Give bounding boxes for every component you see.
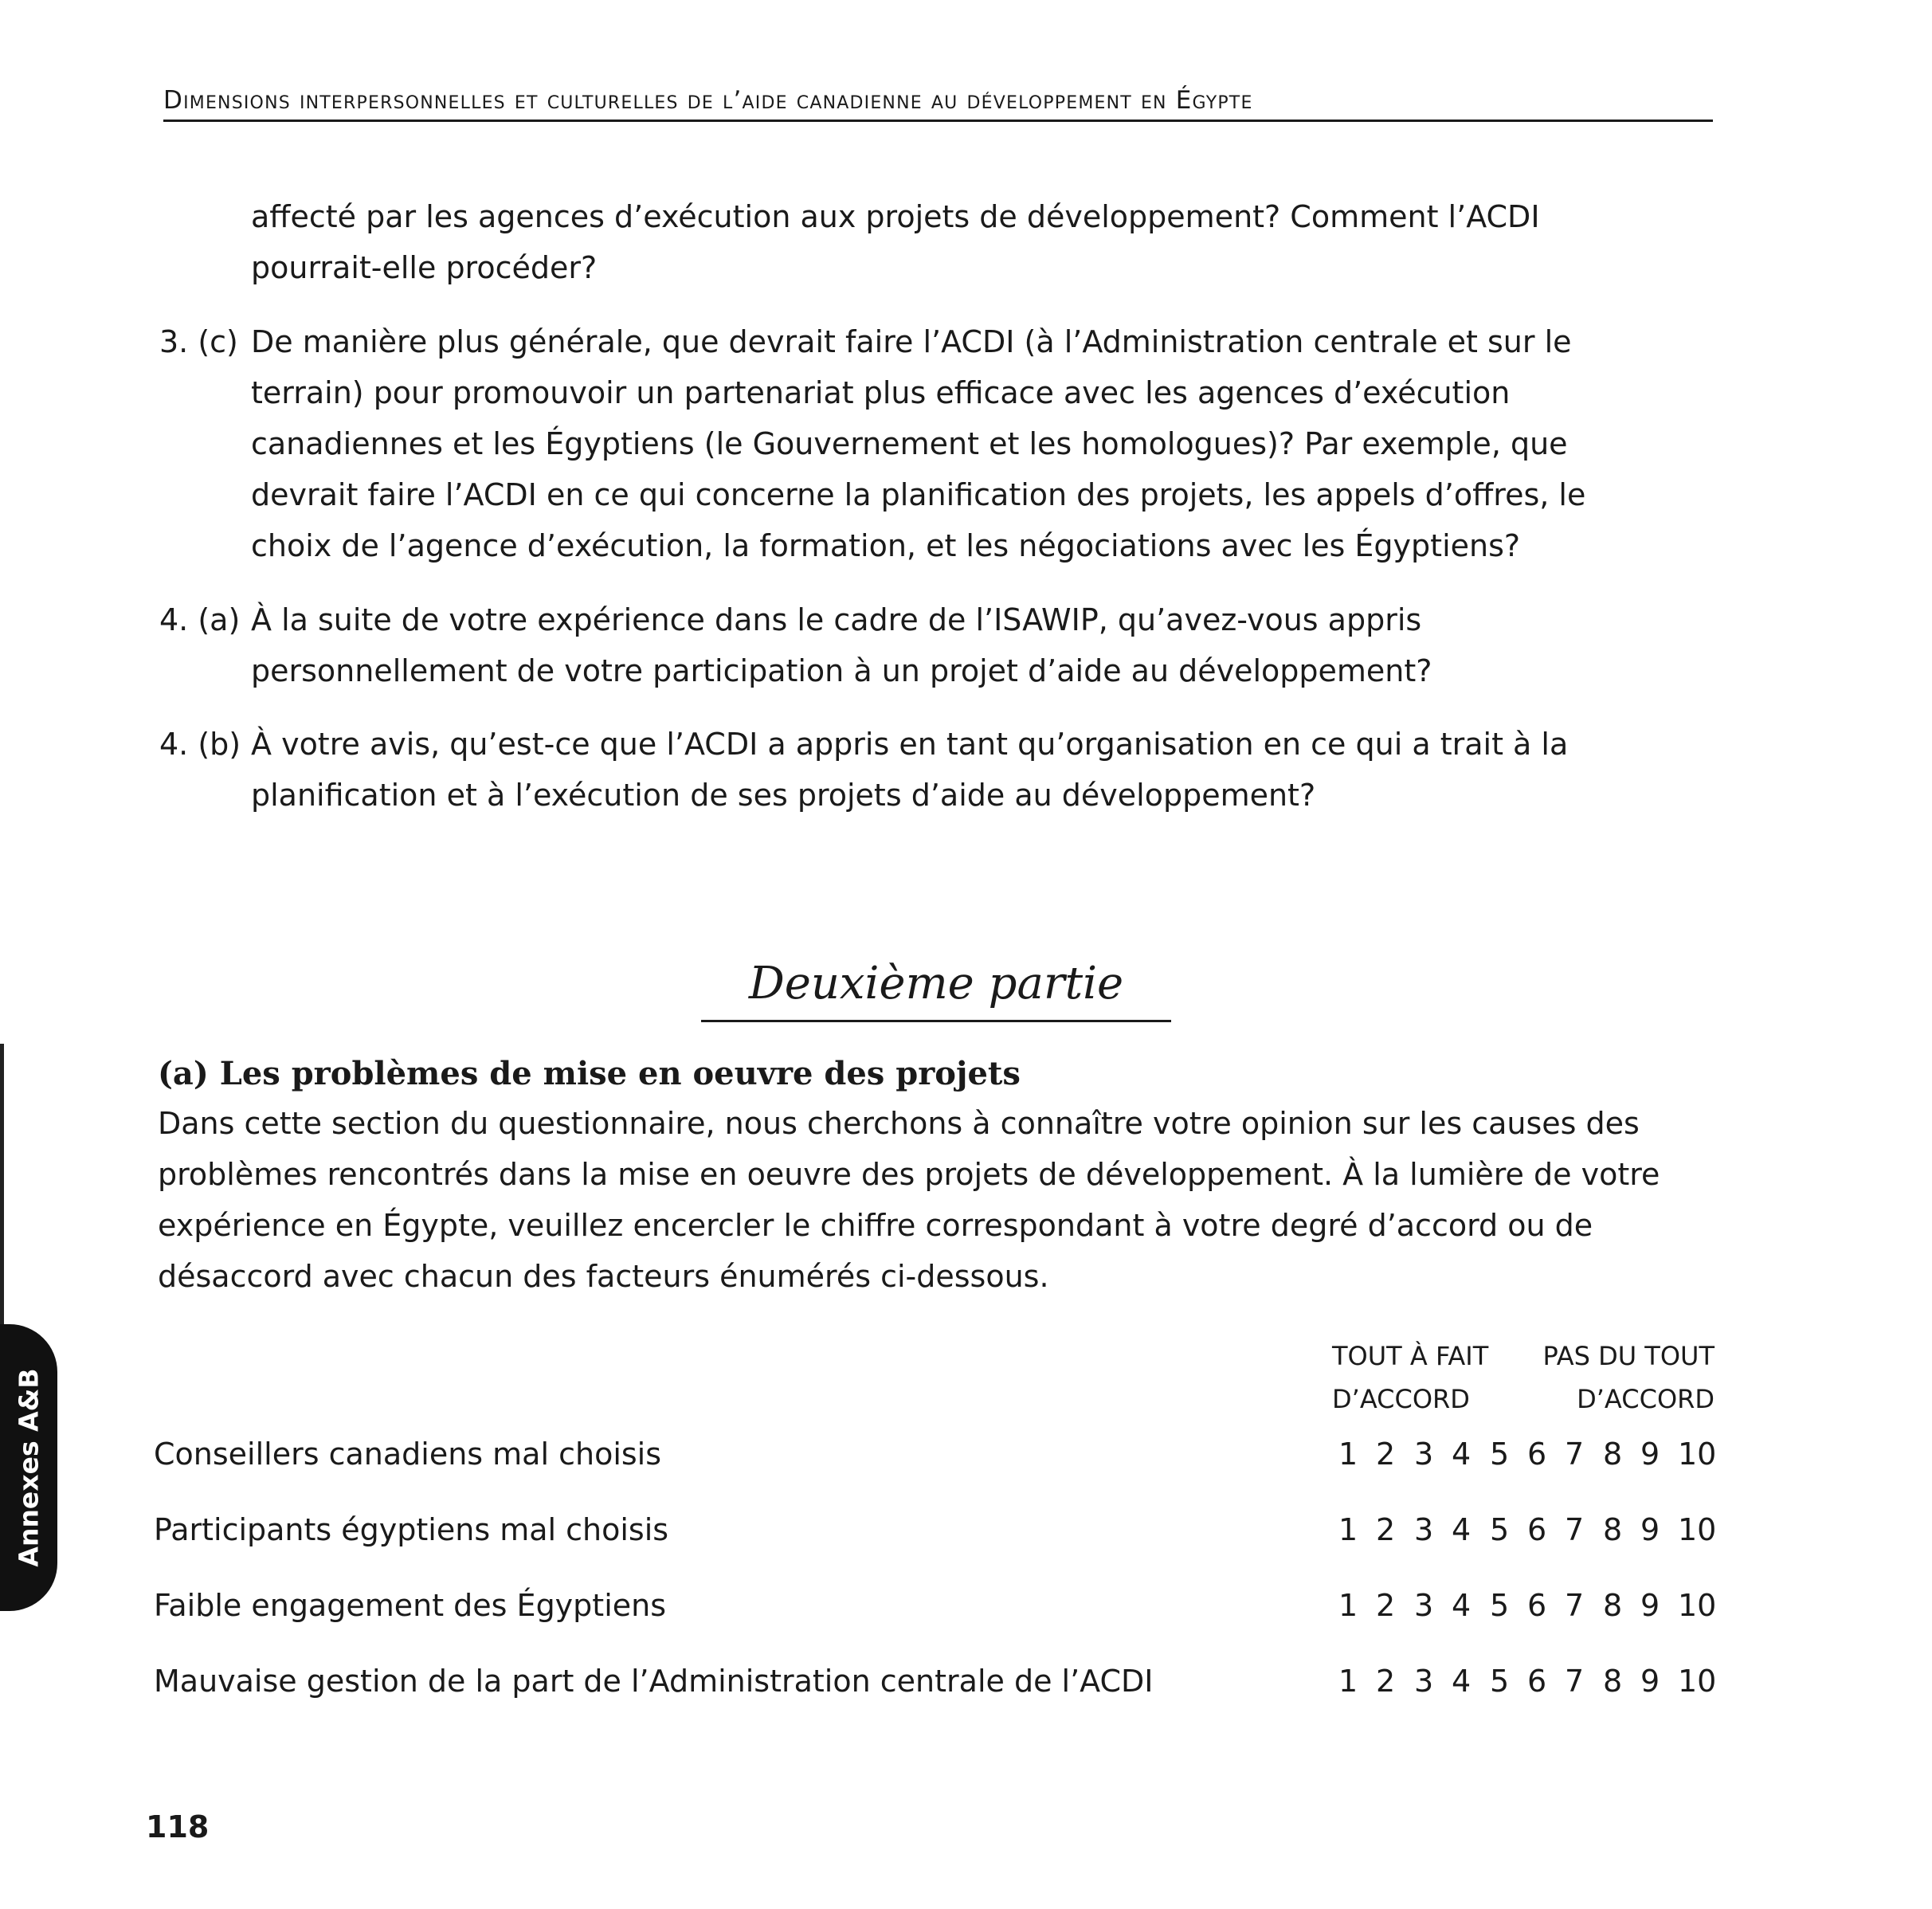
rating-scale [1332, 1657, 1715, 1705]
rating-option-4[interactable]: 4 [1452, 1512, 1472, 1547]
margin-bar [0, 1044, 4, 1331]
question-continuation [251, 191, 1685, 293]
rating-option-9[interactable]: 9 [1640, 1664, 1660, 1699]
page-number: 118 [146, 1809, 210, 1844]
rating-option-4[interactable]: 4 [1452, 1588, 1472, 1623]
scale-header-disagree [1514, 1335, 1715, 1421]
continuation-line: affecté par les agences d’exécution aux projets de développement? Comment l’ACDI [251, 199, 1540, 234]
rating-scale [1332, 1582, 1715, 1629]
rating-option-10[interactable]: 10 [1678, 1664, 1717, 1699]
rating-option-4[interactable]: 4 [1452, 1437, 1472, 1472]
rating-scale [1332, 1506, 1715, 1554]
question-number: 3. (c) [159, 324, 238, 359]
annex-side-tab [0, 1324, 57, 1611]
rating-option-10[interactable]: 10 [1678, 1588, 1717, 1623]
rating-option-3[interactable]: 3 [1414, 1437, 1434, 1472]
rating-option-7[interactable]: 7 [1565, 1664, 1585, 1699]
question-line: À votre avis, qu’est-ce que l’ACDI a appris en tant qu’organisation en ce qui a trait à la [251, 727, 1569, 762]
rating-scale [1332, 1430, 1715, 1478]
rating-option-2[interactable]: 2 [1376, 1512, 1396, 1547]
rating-option-7[interactable]: 7 [1565, 1437, 1585, 1472]
rating-option-8[interactable]: 8 [1603, 1588, 1623, 1623]
item-label: Faible engagement des Égyptiens [154, 1588, 667, 1623]
question-4b [159, 719, 1689, 821]
question-line: personnellement de votre participation à un projet d’aide au développement? [251, 653, 1432, 688]
question-line: terrain) pour promouvoir un partenariat plus efficace avec les agences d’exécution [251, 375, 1511, 410]
scale-header-line: D’ACCORD [1577, 1384, 1715, 1414]
intro-line: problèmes rencontrés dans la mise en oeuvre des projets de développement. À la lumière de votre [158, 1157, 1660, 1192]
rating-option-6[interactable]: 6 [1527, 1664, 1547, 1699]
rating-option-3[interactable]: 3 [1414, 1664, 1434, 1699]
scale-header-line: TOUT À FAIT [1332, 1341, 1489, 1371]
question-line: canadiennes et les Égyptiens (le Gouvernement et les homologues)? Par exemple, que [251, 426, 1568, 461]
rating-option-8[interactable]: 8 [1603, 1664, 1623, 1699]
running-title: Dimensions interpersonnelles et culturelles de l’aide canadienne au développement en Égypte [163, 86, 1253, 115]
scale-header-line: D’ACCORD [1332, 1384, 1470, 1414]
rating-option-2[interactable]: 2 [1376, 1664, 1396, 1699]
rating-option-5[interactable]: 5 [1490, 1437, 1510, 1472]
question-line: À la suite de votre expérience dans le cadre de l’ISAWIP, qu’avez-vous appris [251, 602, 1422, 637]
section-title-underline [701, 1020, 1171, 1022]
section-title: Deuxième partie [748, 958, 1124, 1009]
rating-option-4[interactable]: 4 [1452, 1664, 1472, 1699]
running-header [163, 86, 1713, 122]
rating-option-3[interactable]: 3 [1414, 1512, 1434, 1547]
rating-option-2[interactable]: 2 [1376, 1588, 1396, 1623]
rating-option-3[interactable]: 3 [1414, 1588, 1434, 1623]
question-line: De manière plus générale, que devrait faire l’ACDI (à l’Administration centrale et sur le [251, 324, 1572, 359]
question-number: 4. (a) [159, 602, 241, 637]
rating-option-5[interactable]: 5 [1490, 1512, 1510, 1547]
rating-option-1[interactable]: 1 [1338, 1664, 1358, 1699]
rating-option-6[interactable]: 6 [1527, 1437, 1547, 1472]
rating-option-5[interactable]: 5 [1490, 1588, 1510, 1623]
rating-option-5[interactable]: 5 [1490, 1664, 1510, 1699]
rating-option-8[interactable]: 8 [1603, 1512, 1623, 1547]
rating-option-9[interactable]: 9 [1640, 1512, 1660, 1547]
question-line: planification et à l’exécution de ses projets d’aide au développement? [251, 778, 1316, 813]
item-label: Mauvaise gestion de la part de l’Administration centrale de l’ACDI [154, 1664, 1154, 1699]
intro-line: Dans cette section du questionnaire, nous cherchons à connaître votre opinion sur les causes des [158, 1106, 1640, 1141]
continuation-line: pourrait-elle procéder? [251, 250, 598, 285]
rating-option-1[interactable]: 1 [1338, 1588, 1358, 1623]
item-label: Participants égyptiens mal choisis [154, 1512, 669, 1547]
rating-option-10[interactable]: 10 [1678, 1437, 1717, 1472]
rating-option-9[interactable]: 9 [1640, 1588, 1660, 1623]
rating-option-6[interactable]: 6 [1527, 1588, 1547, 1623]
rating-option-10[interactable]: 10 [1678, 1512, 1717, 1547]
question-line: devrait faire l’ACDI en ce qui concerne la planification des projets, les appels d’offres, le [251, 477, 1586, 512]
rating-option-1[interactable]: 1 [1338, 1512, 1358, 1547]
subsection-title: (a) Les problèmes de mise en oeuvre des projets [158, 1055, 1021, 1092]
question-3c [159, 316, 1689, 571]
rating-option-2[interactable]: 2 [1376, 1437, 1396, 1472]
scale-header-line: PAS DU TOUT [1542, 1341, 1715, 1371]
section-intro [158, 1098, 1711, 1302]
rating-option-9[interactable]: 9 [1640, 1437, 1660, 1472]
rating-option-7[interactable]: 7 [1565, 1512, 1585, 1547]
annex-tab-label: Annexes A&B [13, 1368, 45, 1567]
intro-line: désaccord avec chacun des facteurs énumérés ci-dessous. [158, 1259, 1049, 1294]
question-number: 4. (b) [159, 727, 241, 762]
rating-option-7[interactable]: 7 [1565, 1588, 1585, 1623]
question-4a [159, 594, 1689, 696]
intro-line: expérience en Égypte, veuillez encercler le chiffre correspondant à votre degré d’accord ou de [158, 1208, 1593, 1243]
rating-option-8[interactable]: 8 [1603, 1437, 1623, 1472]
item-label: Conseillers canadiens mal choisis [154, 1437, 662, 1472]
rating-option-6[interactable]: 6 [1527, 1512, 1547, 1547]
rating-option-1[interactable]: 1 [1338, 1437, 1358, 1472]
scale-header-agree [1332, 1335, 1487, 1421]
question-line: choix de l’agence d’exécution, la formation, et les négociations avec les Égyptiens? [251, 528, 1521, 563]
